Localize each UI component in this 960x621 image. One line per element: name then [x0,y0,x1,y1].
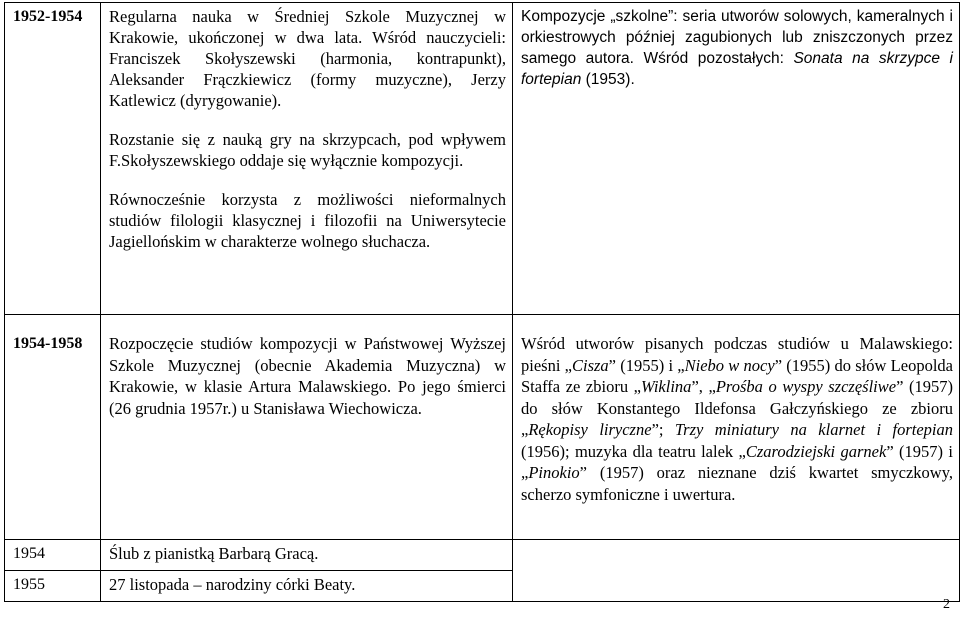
works-text: (1956); muzyka dla teatru lalek „ [521,441,746,461]
works-text: Kompozycje „szkolne”: seria utworów solowych, kameralnych i orkiestrowych później zagubionych lub zniszczonych przez samego autora. Wśród pozostałych: [521,8,953,67]
event-cell [101,315,513,540]
work-title: Niebo w nocy [684,355,775,375]
works-text: ” (1955) do słów Leopolda Staffa ze zbioru „ [521,355,953,396]
works-text: ”; [651,420,675,439]
work-title: Wiklina [641,377,692,396]
works-text: ”, „ [691,377,716,396]
work-title: Sonata na skrzypce i fortepian [521,50,953,88]
year-cell: 1954-1958 [5,315,101,540]
works-text: ” (1957) do słów Konstantego Ildefonsa Gałczyńskiego ze zbioru „ [521,377,953,439]
year-cell: 1954 [5,540,101,571]
works-text: (1953). [581,71,635,88]
page-number: 2 [943,597,950,612]
works-text: Wśród utworów pisanych podczas studiów u Malawskiego: pieśni „ [521,334,953,375]
year-cell: 1955 [5,571,101,602]
event-paragraph: Rozpoczęcie studiów kompozycji w Państwowej Wyższej Szkole Muzycznej (obecnie Akademia Muzyczna) w Krakowie, w klasie Artura Malawskiego. Po jego śmierci (26 grudnia 1957r.) u Stanisława Wiechowicza. [109,334,506,418]
works-cell [513,315,960,540]
works-text: ” (1955) i „ [608,355,685,375]
works-text: ” (1957) oraz nieznane dziś kwartet smyczkowy, scherzo symfoniczne i uwertura. [521,463,953,504]
event-paragraph: Rozstanie się z nauką gry na skrzypcach, pod wpływem F.Skołyszewskiego oddaje się wyłącznie kompozycji. [109,130,506,170]
year-cell: 1952-1954 [5,3,101,315]
event-cell [101,3,513,315]
event-cell: 27 listopada – narodziny córki Beaty. [101,571,513,602]
table-row [5,315,960,540]
work-title: Cisza [571,355,609,375]
works-text: ” (1957) i „ [521,441,953,482]
empty-cell [513,540,960,602]
works-cell [513,3,960,315]
work-title: Pinokio [528,463,580,482]
work-title: Trzy miniatury na klarnet i fortepian [674,420,953,439]
work-title: Prośba o wyspy szczęśliwe [715,377,897,396]
table-row [5,3,960,315]
table-row [5,540,960,571]
event-paragraph: Regularna nauka w Średniej Szkole Muzycznej w Krakowie, ukończonej w dwa lata. Wśród nauczycieli: Franciszek Skołyszewski (harmonia, kontrapunkt), Aleksander Frączkiewicz (formy muzyczne), Jerzy Katlewicz (dyrygowanie). [109,7,506,110]
chronology-table [4,2,960,602]
event-cell: Ślub z pianistką Barbarą Gracą. [101,540,513,571]
work-title: Rękopisy liryczne [528,420,652,439]
event-paragraph: Równocześnie korzysta z możliwości nieformalnych studiów filologii klasycznej i filozofii na Uniwersytecie Jagiellońskim w charakterze wolnego słuchacza. [109,190,506,251]
work-title: Czarodziejski garnek [745,441,887,461]
